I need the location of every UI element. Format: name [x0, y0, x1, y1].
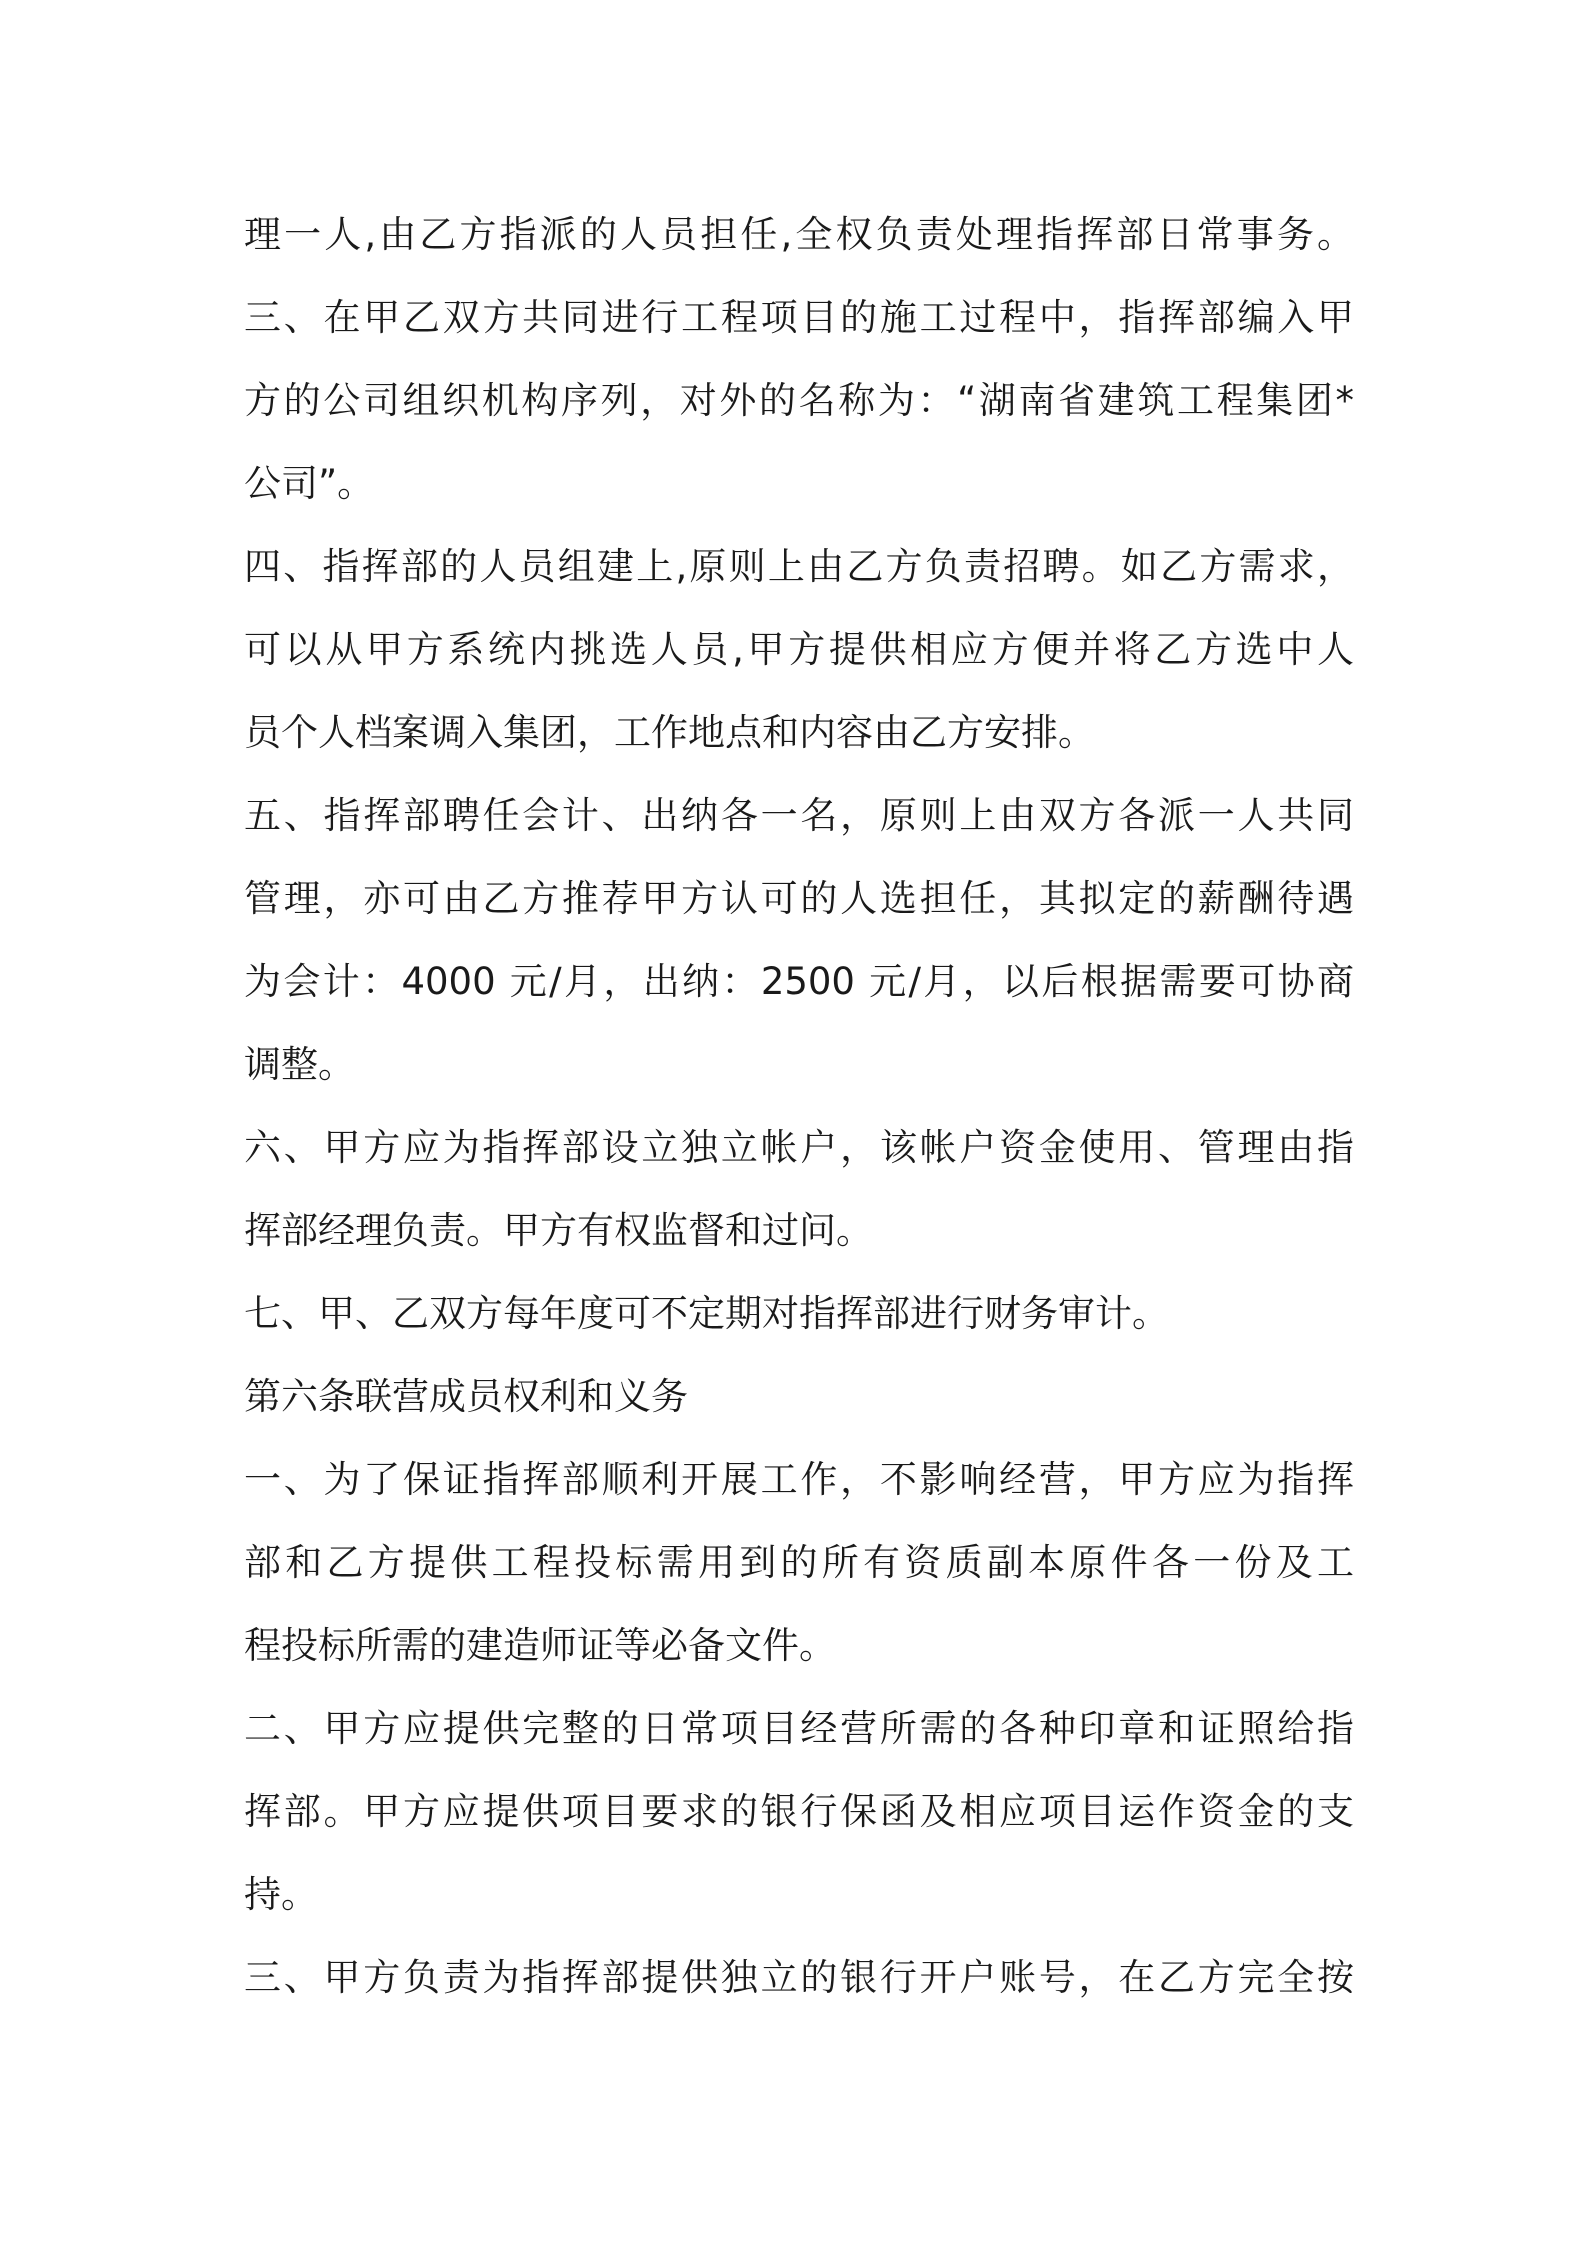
- text-line-17: 部和乙方提供工程投标需用到的所有资质副本原件各一份及工: [244, 1541, 1354, 1584]
- text-line-11: 调整。: [244, 1043, 355, 1086]
- text-line-7: 员个人档案调入集团，工作地点和内容由乙方安排。: [244, 711, 1095, 754]
- text-line-21: 持。: [244, 1873, 318, 1916]
- text-line-13: 挥部经理负责。甲方有权监督和过问。: [244, 1209, 873, 1252]
- text-line-2: 三、在甲乙双方共同进行工程项目的施工过程中，指挥部编入甲: [244, 296, 1354, 339]
- text-line-10: 为会计：4000 元/月，出纳：2500 元/月，以后根据需要可协商: [244, 960, 1354, 1003]
- text-line-5: 四、指挥部的人员组建上,原则上由乙方负责招聘。如乙方需求，: [244, 545, 1354, 588]
- text-line-1: 理一人,由乙方指派的人员担任,全权负责处理指挥部日常事务。: [244, 213, 1354, 256]
- text-line-6: 可以从甲方系统内挑选人员,甲方提供相应方便并将乙方选中人: [244, 628, 1354, 671]
- text-line-3: 方的公司组织机构序列，对外的名称为：“湖南省建筑工程集团*: [244, 379, 1354, 422]
- text-line-22: 三、甲方负责为指挥部提供独立的银行开户账号，在乙方完全按: [244, 1956, 1354, 1999]
- text-line-18: 程投标所需的建造师证等必备文件。: [244, 1624, 836, 1667]
- text-line-16: 一、为了保证指挥部顺利开展工作，不影响经营，甲方应为指挥: [244, 1458, 1354, 1501]
- text-line-14: 七、甲、乙双方每年度可不定期对指挥部进行财务审计。: [244, 1292, 1169, 1335]
- text-line-20: 挥部。甲方应提供项目要求的银行保函及相应项目运作资金的支: [244, 1790, 1354, 1833]
- text-line-9: 管理，亦可由乙方推荐甲方认可的人选担任，其拟定的薪酬待遇: [244, 877, 1354, 920]
- text-line-19: 二、甲方应提供完整的日常项目经营所需的各种印章和证照给指: [244, 1707, 1354, 1750]
- text-line-8: 五、指挥部聘任会计、出纳各一名，原则上由双方各派一人共同: [244, 794, 1354, 837]
- text-line-4: 公司”。: [244, 462, 375, 505]
- document-body: [244, 193, 1354, 2019]
- section-heading: 第六条联营成员权利和义务: [244, 1375, 688, 1418]
- text-line-12: 六、甲方应为指挥部设立独立帐户，该帐户资金使用、管理由指: [244, 1126, 1354, 1169]
